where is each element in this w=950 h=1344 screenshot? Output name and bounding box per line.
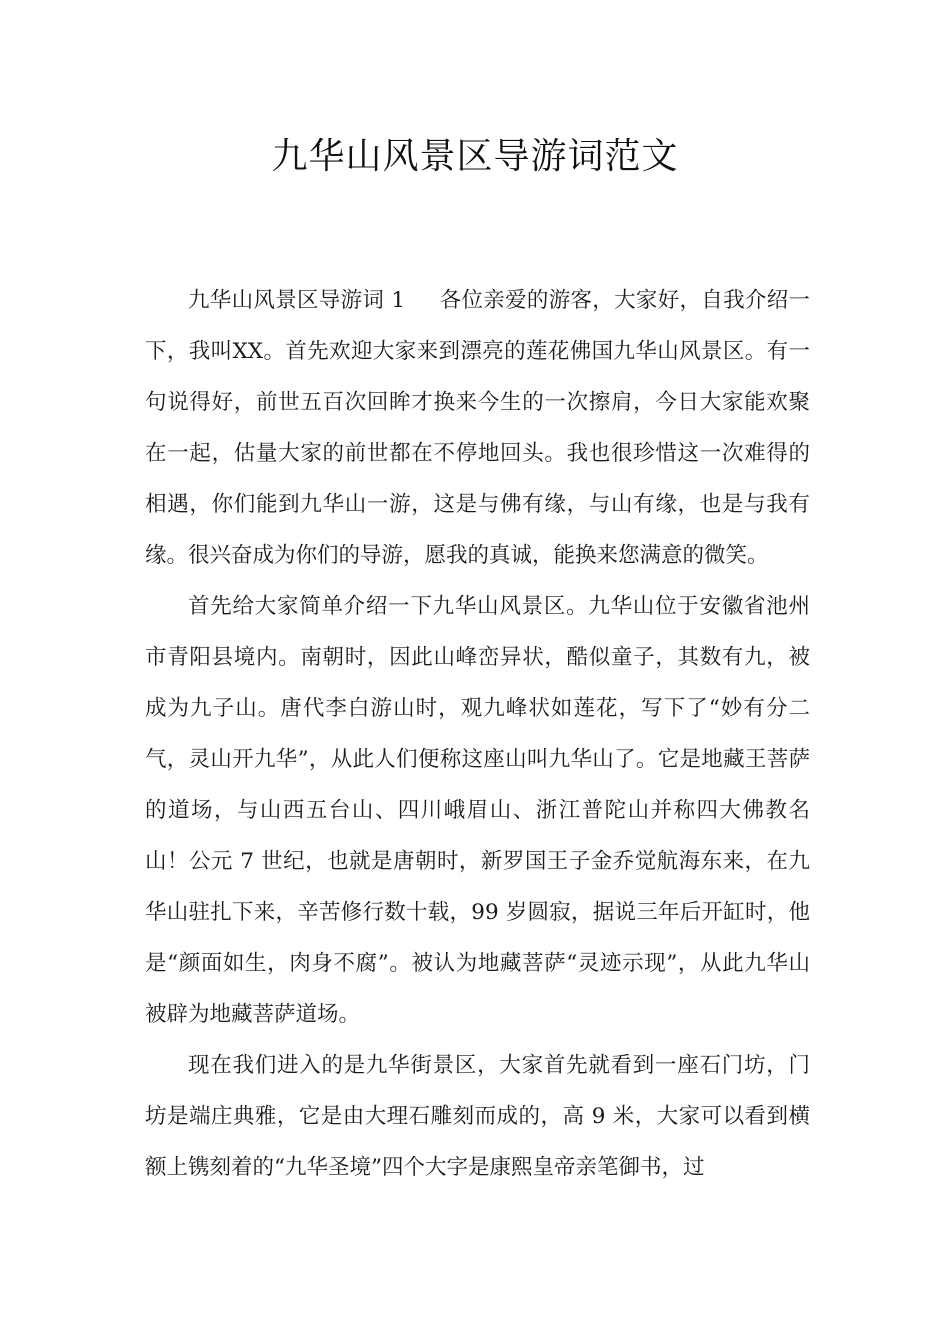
document-body [145,275,810,1193]
paragraph-text: 各位亲爱的游客，大家好，自我介绍一下，我叫XX。首先欢迎大家来到漂亮的莲花佛国九华山风景区。有一句说得好，前世五百次回眸才换来今生的一次擦肩，今日大家能欢聚在一起，估量大家的前世都在不停地回头。我也很珍惜这一次难得的相遇，你们能到九华山一游，这是与佛有缘，与山有缘，也是与我有缘。很兴奋成为你们的导游，愿我的真诚，能换来您满意的微笑。 [145,288,810,568]
paragraph-jiuhua-street: 现在我们进入的是九华街景区，大家首先就看到一座石门坊，门坊是端庄典雅，它是由大理石雕刻而成的，高 9 米，大家可以看到横额上镌刻着的“九华圣境”四个大字是康熙皇帝亲笔御书，过 [145,1053,810,1180]
paragraph-intro [145,275,810,581]
document-title: 九华山风景区导游词范文 [271,136,679,177]
paragraph-overview: 首先给大家简单介绍一下九华山风景区。九华山位于安徽省池州市青阳县境内。南朝时，因此山峰峦异状，酷似童子，其数有九，被成为九子山。唐代李白游山时，观九峰状如莲花，写下了“妙有分二气，灵山开九华”，从此人们便称这座山叫九华山了。它是地藏王菩萨的道场，与山西五台山、四川峨眉山、浙江普陀山并称四大佛教名山！公元 7 世纪，也就是唐朝时，新罗国王子金乔觉航海东来，在九华山驻扎下来，辛苦修行数十载，99 岁圆寂，据说三年后开缸时，他是“颜面如生，肉身不腐”。被认为地藏菩萨“灵迹示现”，从此九华山被辟为地藏菩萨道场。 [145,594,811,1027]
section-label: 九华山风景区导游词 1 [188,288,406,313]
